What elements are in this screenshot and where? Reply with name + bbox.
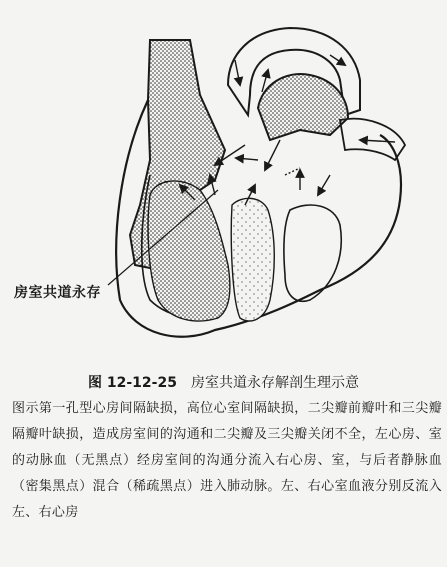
septum-shape [231,198,274,321]
pulmonary-artery [258,74,348,140]
figure-description: 图示第一孔型心房间隔缺损，高位心室间隔缺损，二尖瓣前瓣叶和三尖瓣隔瓣叶缺损，造成房室间的沟通和二尖瓣及三尖瓣关闭不全，左心房、室的动脉血（无黑点）经房室间的沟通分流入右心房、室，与后者静脉血（密集黑点）混合（稀疏黑点）进入肺动脉。左、右心室血液分别反流入左、右心房 [12,401,442,520]
figure-caption [0,372,447,392]
figure-number: 图 12-12-25 [88,375,177,391]
diagram-label: 房室共道永存 [14,285,101,301]
left-ventricle-wall [284,205,341,301]
figure-title: 房室共道永存解剖生理示意 [190,375,359,391]
right-ventricle-shape [148,181,230,321]
